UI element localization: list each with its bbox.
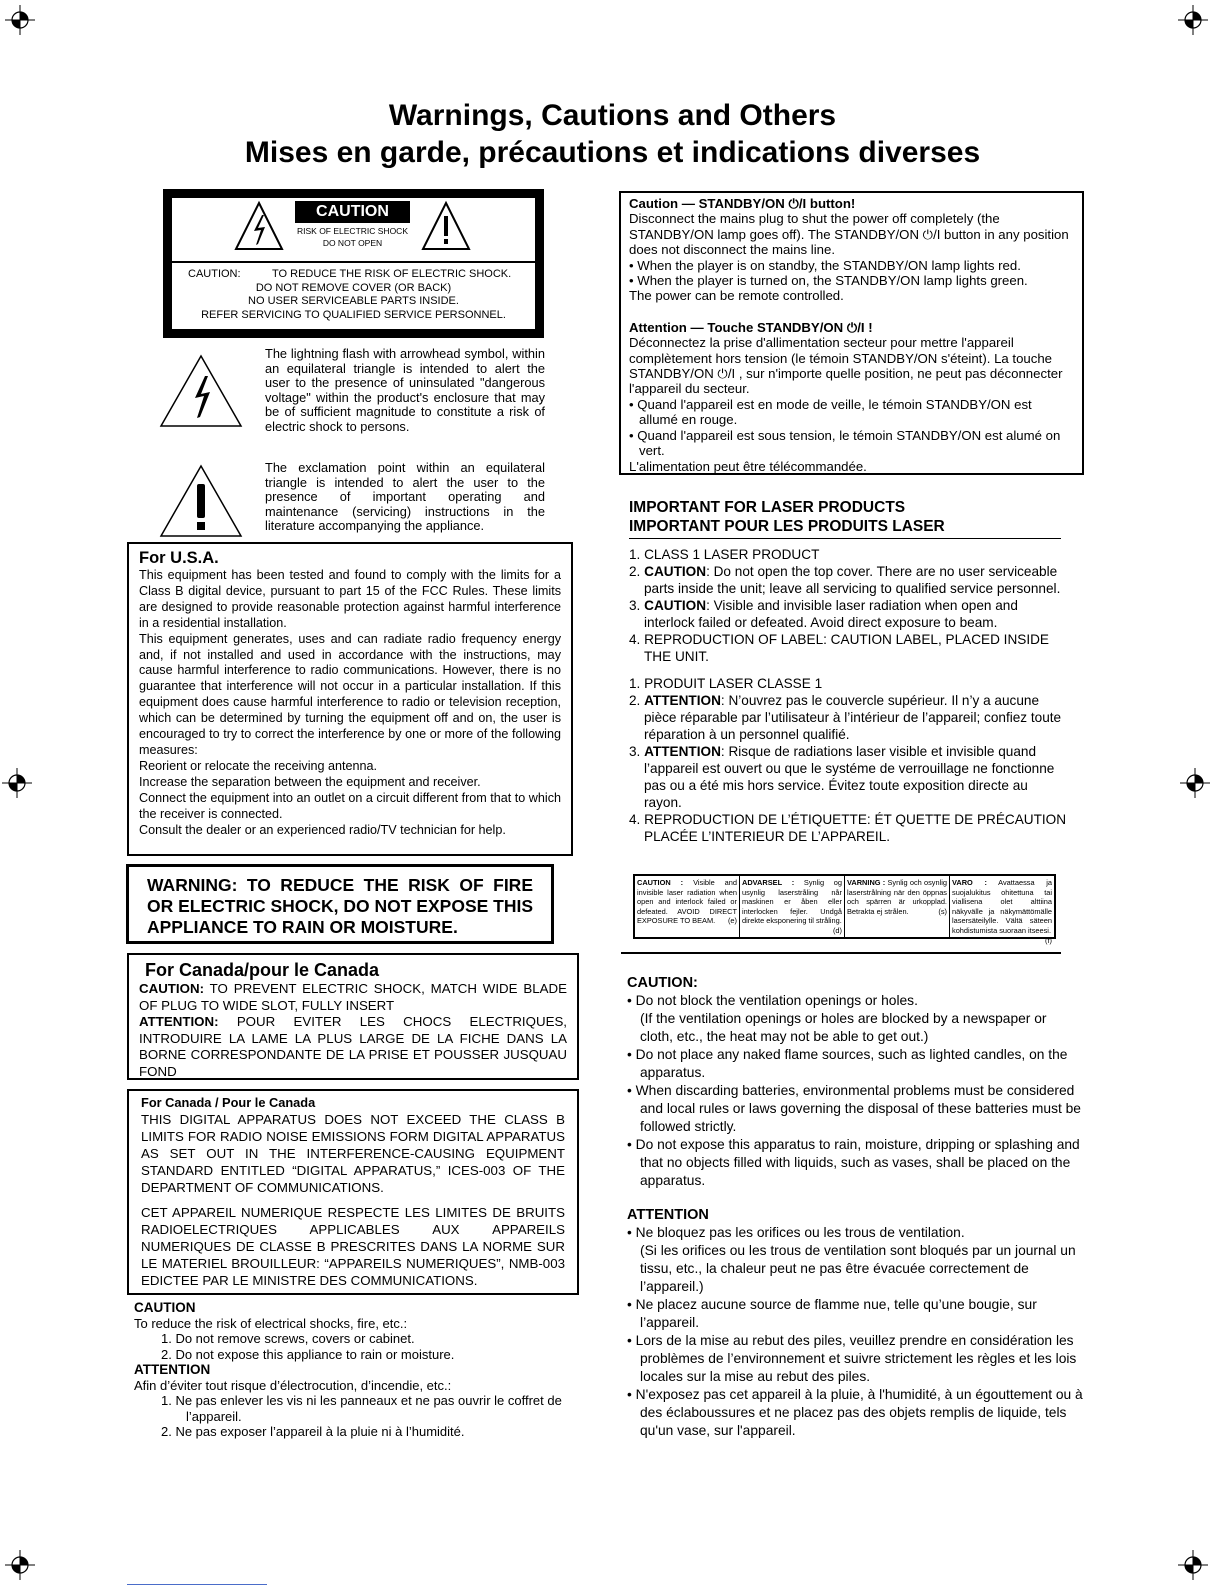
exclamation-symbol-text: The exclamation point within an equilateral triangle is intended to alert the user to the presence of important operating and maintenance (servicing) instructions in the literature accompanying the appliance. (265, 460, 545, 533)
ventilation-attention-item-2: • Ne placez aucune source de flamme nue, telle qu’une bougie, sur l’appareil. (627, 1297, 1037, 1330)
label-cell-tag: (d) (832, 925, 842, 935)
laser-heading-fr: IMPORTANT POUR LES PRODUITS LASER (629, 518, 945, 535)
label-cell-fi (950, 876, 1054, 945)
ventilation-section (627, 974, 1083, 1440)
canada-attention-label: ATTENTION: (139, 1014, 219, 1029)
shock-attention-item-2: 2. Ne pas exposer l’appareil à la pluie ni à l’humidité. (161, 1424, 465, 1439)
laser-item-en-2-label: CAUTION (644, 564, 707, 579)
ventilation-attention-item-1: • Ne bloquez pas les orifices ou les trous de ventilation. (627, 1225, 965, 1240)
shock-caution-heading: CAUTION (134, 1300, 196, 1315)
caution-label-prefix: CAUTION: (188, 268, 241, 280)
ventilation-caution-heading: CAUTION: (627, 975, 698, 991)
registration-mark-icon (1180, 768, 1210, 798)
laser-list (629, 546, 1069, 845)
standby-remote-fr: L'alimentation peut être télécommandée. (629, 458, 867, 474)
ventilation-caution-item-1-note: (If the ventilation openings or holes are blocked by a newspaper or cloth, etc., the heat may not be able to get out.) (640, 1011, 1047, 1044)
usa-measure-4: Consult the dealer or an experienced radio/TV technician for help. (139, 822, 506, 837)
canada-notice (127, 953, 579, 1080)
laser-item-en-4: 4. REPRODUCTION OF LABEL: CAUTION LABEL, PLACED INSIDE THE UNIT. (629, 632, 1049, 664)
laser-item-en-3-label: CAUTION (644, 598, 707, 613)
canada-ices-heading: For Canada / Pour le Canada (141, 1095, 316, 1110)
ventilation-caution-item-3: • When discarding batteries, environmental problems must be considered and local rules or laws governing the disposal of these batteries must be followed strictly. (627, 1083, 1081, 1134)
canada-caution-label: CAUTION: (139, 981, 204, 996)
usa-notice (127, 542, 573, 856)
registration-mark-icon (1178, 5, 1208, 35)
caution-label-line1: TO REDUCE THE RISK OF ELECTRIC SHOCK. (272, 268, 512, 280)
laser-item-en-2: 2. CAUTION: Do not open the top cover. There are no user serviceable parts inside the unit; leave all servicing to qualified service personnel. (629, 564, 1061, 596)
canada-ices-notice (127, 1089, 579, 1295)
section-divider (621, 952, 1061, 954)
laser-item-fr-1: 1. PRODUIT LASER CLASSE 1 (629, 676, 823, 691)
shock-attention-intro: Afin d’éviter tout risque d’électrocution, d’incendie, etc.: (134, 1377, 452, 1393)
shock-caution-item-1: 1. Do not remove screws, covers or cabinet. (161, 1331, 415, 1346)
label-cell-tag: (e) (727, 916, 737, 926)
standby-paragraph-fr: Déconnectez la prise d'allimentation secteur pour mettre l'appareil complètement hors tension (le témoin STANDBY/ON s'éteint). La touche STANDBY/ON ⏻/I , sur n'importe quelle position, ne peut pas déconnecter l'appareil du secteur. (629, 335, 1063, 397)
registration-mark-icon (1178, 1550, 1208, 1580)
laser-item-fr-2-label: ATTENTION (644, 693, 721, 708)
shock-attention-item-1: 1. Ne pas enlever les vis ni les panneaux et ne pas ouvrir le coffret de l’appareil. (161, 1393, 562, 1424)
laser-item-en-3-text: : Visible and invisible laser radiation when open and interlock failed or defeated. Avoid direct exposure to beam. (644, 598, 1018, 630)
canada-ices-en: THIS DIGITAL APPARATUS DOES NOT EXCEED THE CLASS B LIMITS FOR RADIO NOISE EMISSIONS FORM DIGITAL APPARATUS AS SET OUT IN THE INTERFERENCE-CAUSING EQUIPMENT STANDARD ENTITLED “DIGITAL APPARATUS,” ICES-003 OF THE DEPARTMENT OF COMMUNICATIONS. (141, 1112, 565, 1195)
usa-measure-1: Reorient or relocate the receiving antenna. (139, 758, 378, 773)
laser-item-fr-3: 3. ATTENTION: Risque de radiations laser visible et invisible quand l’appareil est ouvert ou que le systéme de verrouillage ne fonctionne pas ou a été mis hors service. Évitez toute exposition directe au rayon. (629, 744, 1055, 810)
usa-measure-2: Increase the separation between the equipment and receiver. (139, 774, 481, 789)
usa-heading: For U.S.A. (139, 549, 219, 567)
standby-heading: Caution — STANDBY/ON ⏻/I button! (629, 196, 856, 211)
label-cell-text: Avattaessa ja suojalukitus ohitettuna tai viallisena olet alttiina näkyvälle ja näkymättömälle lasersäteilylle. Vältä säteen kohdistumista suoraan itseesi. (952, 878, 1052, 935)
fire-shock-warning: WARNING: TO REDUCE THE RISK OF FIRE OR ELECTRIC SHOCK, DO NOT EXPOSE THIS APPLIANCE TO RAIN OR MOISTURE. (126, 864, 554, 944)
caution-label-sub1: RISK OF ELECTRIC SHOCK (297, 226, 408, 236)
caution-label-divider (172, 261, 535, 263)
caution-label-line2: DO NOT REMOVE COVER (OR BACK) (255, 281, 452, 294)
lightning-triangle-icon (234, 200, 284, 252)
laser-item-fr-4: 4. REPRODUCTION DE L’ÉTIQUETTE: ÉT QUETTE DE PRÉCAUTION PLACÉE L’INTERIEUR DE L’APPAREIL. (629, 812, 1067, 844)
ventilation-attention-item-1-note: (Si les orifices ou les trous de ventilation sont bloqués par un journal un tissu, etc., la chaleur peut ne pas être évacuée correctement de l’appareil.) (640, 1243, 1076, 1294)
label-cell-head: CAUTION : (637, 878, 684, 887)
label-cell-da (740, 876, 845, 937)
lightning-triangle-icon (159, 354, 243, 428)
caution-label-sub (295, 225, 410, 249)
shock-caution-intro: To reduce the risk of electrical shocks, fire, etc.: (134, 1315, 408, 1331)
laser-warning-label (633, 874, 1056, 945)
exclamation-triangle-icon (421, 200, 471, 252)
usa-paragraph-2: This equipment generates, uses and can radiate radio frequency energy and, if not installed and used in accordance with the instructions, may cause harmful interference to radio communications. However, there is no guarantee that interference will not occur in a particular installation. If this equipment does cause harmful interference to radio or television reception, which can be determined by turning the equipment off and on, the user is encouraged to try to correct the interference by one or more of the following measures: (139, 631, 561, 757)
label-cell-sv (845, 876, 950, 937)
ventilation-caution-item-2: • Do not place any naked flame sources, such as lighted candles, on the apparatus. (627, 1047, 1068, 1080)
canada-heading: For Canada/pour le Canada (145, 960, 380, 980)
caution-label-sub2: DO NOT OPEN (322, 238, 383, 248)
standby-paragraph: Disconnect the mains plug to shut the power off completely (the STANDBY/ON lamp goes off). The STANDBY/ON ⏻/I button in any position does not disconnect the mains line. (629, 211, 1069, 258)
laser-item-fr-2: 2. ATTENTION: N’ouvrez pas le couvercle supérieur. Il n’y a aucune pièce réparable par l’utilisateur à l’intérieur de l’appareil; confiez toute réparation à un personnel qualifié. (629, 693, 1062, 742)
standby-bullet-1: • When the player is on standby, the STANDBY/ON lamp lights red. (629, 257, 1021, 273)
ventilation-caution-item-4: • Do not expose this apparatus to rain, moisture, dripping or splashing and that no objects filled with liquids, such as vases, shall be placed on the apparatus. (627, 1137, 1080, 1188)
laser-item-en-1: 1. CLASS 1 LASER PRODUCT (629, 547, 820, 562)
shock-caution-section (134, 1300, 604, 1440)
ventilation-caution-item-1: • Do not block the ventilation openings or holes. (627, 993, 918, 1008)
page-title: Warnings, Cautions and Others (388, 99, 837, 132)
standby-bullet-2-fr: • Quand l'appareil est sous tension, le témoin STANDBY/ON est alumé on vert. (629, 427, 1061, 459)
label-cell-head: ADVARSEL : (742, 878, 795, 887)
label-cell-tag: (f) (1045, 935, 1052, 945)
shock-caution-item-2: 2. Do not expose this appliance to rain or moisture. (161, 1346, 455, 1362)
label-cell-en (635, 876, 740, 937)
standby-bullet-1-fr: • Quand l'appareil est en mode de veille, le témoin STANDBY/ON est allumé en rouge. (629, 396, 1032, 428)
shock-attention-heading: ATTENTION (134, 1362, 211, 1377)
registration-mark-icon (5, 1550, 35, 1580)
standby-notice (619, 191, 1084, 475)
standby-heading-fr: Attention — Touche STANDBY/ON ⏻/I ! (629, 319, 873, 335)
label-cell-tag: (s) (938, 906, 947, 916)
exclamation-triangle-icon (159, 464, 243, 538)
label-cell-text: Visible and invisible laser radiation when open and interlock failed or defeated. AVOID DIRECT EXPOSURE TO BEAM. (637, 878, 737, 926)
ventilation-attention-item-4: • N'exposez pas cet appareil à la pluie, à l'humidité, à un égouttement ou à des éclaboussures et ne placez pas des objets remplis de liquide, tels qu'un vase, sur l'appareil. (627, 1387, 1083, 1438)
laser-heading (629, 498, 1061, 539)
laser-item-fr-2-text: : N’ouvrez pas le couvercle supérieur. Il n’y a aucune pièce réparable par l’utilisateur à l’intérieur de l’appareil; confiez toute réparation à un personnel qualifié. (644, 693, 1062, 742)
label-cell-text: Synlig og usynlig laserstråling når maskinen er åben eller interlocken fejler. Undgå direkte eksponering til stråling. (742, 878, 843, 926)
usa-measure-3: Connect the equipment into an outlet on a circuit different from that to which the receiver is connected. (139, 790, 561, 821)
caution-label-head: CAUTION (295, 201, 410, 223)
registration-mark-icon (2, 768, 32, 798)
registration-mark-icon (5, 5, 35, 35)
laser-heading-en: IMPORTANT FOR LASER PRODUCTS (629, 499, 906, 516)
canada-attention-text: POUR EVITER LES CHOCS ELECTRIQUES, INTRODUIRE LA LAME LA PLUS LARGE DE LA FICHE DANS LA BORNE CORRESPONDANTE DE LA PRISE ET POUSSER JUSQUAU FOND (139, 1014, 568, 1079)
caution-label (163, 189, 544, 338)
standby-bullet-2: • When the player is turned on, the STANDBY/ON lamp lights green. (629, 273, 1028, 289)
page-titles (0, 98, 1225, 172)
laser-item-fr-3-text: : Risque de radiations laser visible et invisible quand l’appareil est ouvert ou que le systéme de verrouillage ne fonctionne pas ou a été mis hors service. Évitez toute exposition directe au rayon. (644, 744, 1055, 810)
page-title-fr: Mises en garde, précautions et indications diverses (244, 136, 981, 169)
laser-item-fr-3-label: ATTENTION (644, 744, 721, 759)
standby-remote: The power can be remote controlled. (629, 288, 844, 304)
ventilation-attention-heading: ATTENTION (627, 1207, 709, 1223)
canada-caution-text: TO PREVENT ELECTRIC SHOCK, MATCH WIDE BLADE OF PLUG TO WIDE SLOT, FULLY INSERT (139, 981, 567, 1013)
usa-paragraph-1: This equipment has been tested and found to comply with the limits for a Class B digital device, pursuant to part 15 of the FCC Rules. These limits are designed to provide reasonable protection against harmful interference in a residential installation. (139, 568, 561, 630)
label-cell-head: VARNING : (847, 878, 886, 887)
lightning-symbol-text: The lightning flash with arrowhead symbol, within an equilateral triangle is intended to alert the user to the presence of uninsulated "dangerous voltage" within the product's enclosure that may be of sufficient magnitude to constitute a risk of electric shock to persons. (265, 346, 545, 434)
label-cell-text: Synlig och osynlig laserstrålning när den öppnas och spärren är urkopplad. Betrakta ej strålen. (847, 878, 947, 916)
laser-item-en-3: 3. CAUTION: Visible and invisible laser radiation when open and interlock failed or defeated. Avoid direct exposure to beam. (629, 598, 1018, 630)
caution-label-body (172, 268, 535, 322)
laser-item-en-2-text: : Do not open the top cover. There are no user serviceable parts inside the unit; leave all servicing to qualified service personnel. (644, 564, 1061, 596)
caution-label-line3: NO USER SERVICEABLE PARTS INSIDE. (248, 295, 459, 307)
canada-ices-fr: CET APPAREIL NUMERIQUE RESPECTE LES LIMITES DE BRUITS RADIOELECTRIQUES APPLICABLES AUX APPAREILS NUMERIQUES DE CLASSE B PRESCRITES DANS LA NORME SUR LE MATERIEL BROUILLEUR: “APPAREILS NUMERIQUES”, NMB-003 EDICTEE PAR LE MINISTRE DES COMMUNICATIONS. (141, 1205, 565, 1288)
ventilation-attention-item-3: • Lors de la mise au rebut des piles, veuillez prendre en considération les problèmes de l’environnement et suivre strictement les règles et les lois locales sur la mise au rebut des piles. (627, 1333, 1077, 1384)
caution-label-line4: REFER SERVICING TO QUALIFIED SERVICE PERSONNEL. (201, 308, 506, 321)
label-cell-head: VARO : (952, 878, 987, 887)
